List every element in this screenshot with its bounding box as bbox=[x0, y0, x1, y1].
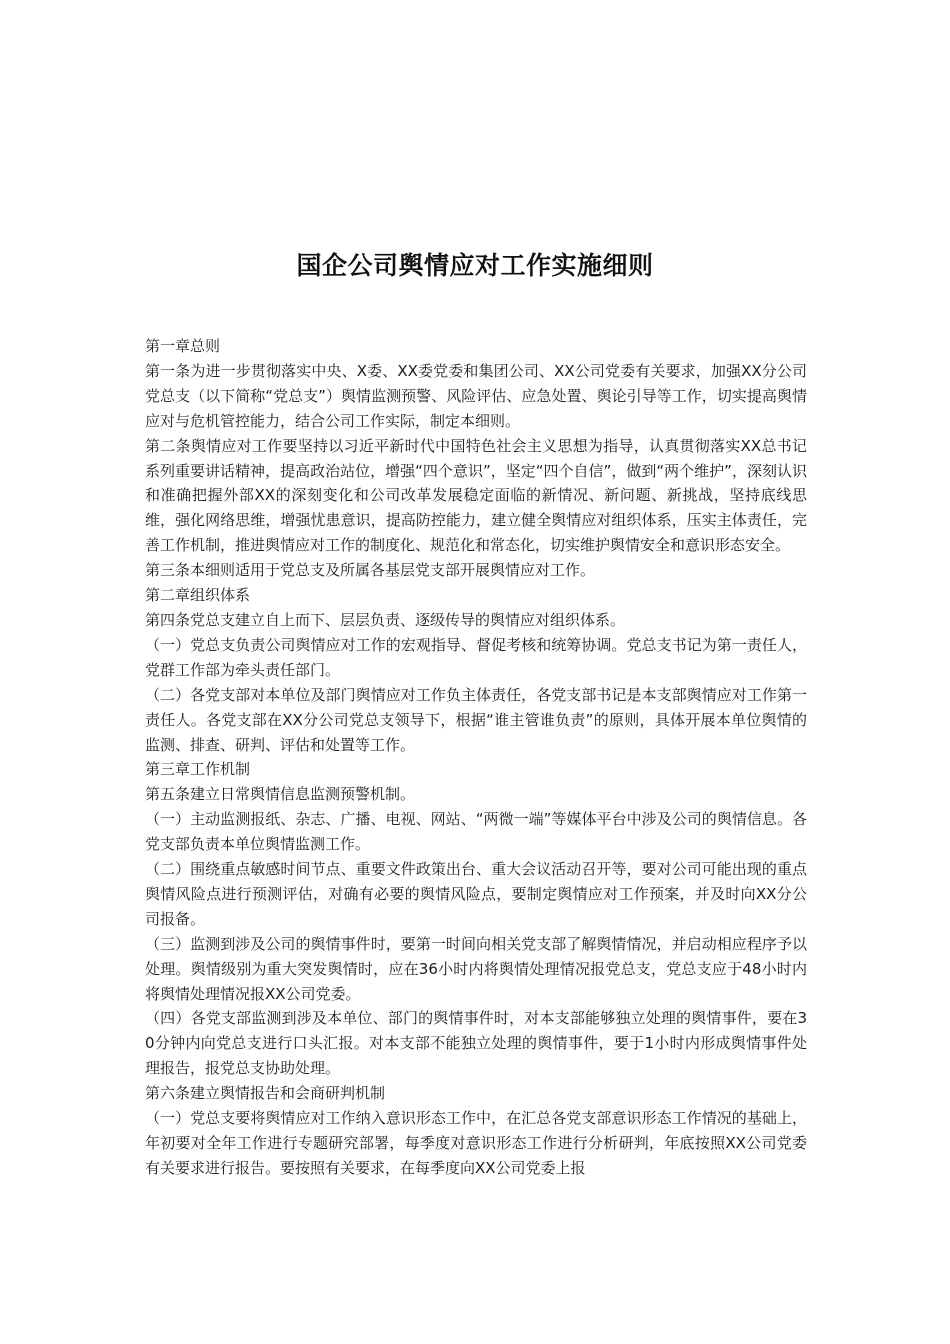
article-paragraph: 第三条本细则适用于党总支及所属各基层党支部开展舆情应对工作。 bbox=[145, 561, 596, 580]
clause-paragraph: （一）主动监测报纸、杂志、广播、电视、网站、“两微一端”等媒体平台中涉及公司的舆情信息。各党支部负责本单位舆情监测工作。 bbox=[145, 810, 807, 854]
chapter-heading: 第一章总则 bbox=[145, 337, 221, 355]
clause-paragraph: （二）围绕重点敏感时间节点、重要文件政策出台、重大会议活动召开等，要对公司可能出现的重点舆情风险点进行预测评估，对确有必要的舆情风险点，要制定舆情应对工作预案，并及时向XX分公司报备。 bbox=[145, 860, 807, 928]
clause-paragraph: （二）各党支部对本单位及部门舆情应对工作负主体责任，各党支部书记是本支部舆情应对工作第一责任人。各党支部在XX分公司党总支领导下，根据“谁主管谁负责”的原则，具体开展本单位舆情的监测、排查、研判、评估和处置等工作。 bbox=[145, 685, 807, 754]
clause-paragraph: （一）党总支要将舆情应对工作纳入意识形态工作中，在汇总各党支部意识形态工作情况的基础上，年初要对全年工作进行专题研究部署，每季度对意识形态工作进行分析研判，年底按照XX公司党委有关要求进行报告。要按照有关要求，在每季度向XX公司党委上报 bbox=[145, 1109, 807, 1177]
clause-paragraph: （三）监测到涉及公司的舆情事件时，要第一时间向相关党支部了解舆情情况，并启动相应程序予以处理。舆情级别为重大突发舆情时，应在36小时内将舆情处理情况报党总支，党总支应于48小时内将舆情处理情况报XX公司党委。 bbox=[145, 934, 807, 1003]
clause-paragraph: （一）党总支负责公司舆情应对工作的宏观指导、督促考核和统筹协调。党总支书记为第一责任人，党群工作部为牵头责任部门。 bbox=[145, 635, 807, 679]
article-paragraph: 第四条党总支建立自上而下、层层负责、逐级传导的舆情应对组织体系。 bbox=[145, 610, 626, 629]
chapter-heading: 第三章工作机制 bbox=[145, 760, 251, 779]
article-paragraph: 第二条舆情应对工作要坚持以习近平新时代中国特色社会主义思想为指导，认真贯彻落实XX总书记系列重要讲话精神，提高政治站位，增强“四个意识”，坚定“四个自信”，做到“两个维护”，深刻认识和准确把握外部XX的深刻变化和公司改革发展稳定面临的新情况、新问题、新挑战，坚持底线思维，强化网络思维，增强忧患意识，提高防控能力，建立健全舆情应对组织体系，压实主体责任，完善工作机制，推进舆情应对工作的制度化、规范化和常态化，切实维护舆情安全和意识形态安全。 bbox=[145, 436, 807, 555]
article-paragraph: 第六条建立舆情报告和会商研判机制 bbox=[145, 1084, 386, 1103]
article-paragraph: 第一条为进一步贯彻落实中央、X委、XX委党委和集团公司、XX公司党委有关要求，加强XX分公司党总支（以下简称“党总支”）舆情监测预警、风险评估、应急处置、舆论引导等工作，切实提高舆情应对与危机管控能力，结合公司工作实际，制定本细则。 bbox=[145, 361, 807, 430]
document-body bbox=[145, 334, 807, 1181]
document-title: 国企公司舆情应对工作实施细则 bbox=[296, 251, 654, 280]
clause-paragraph: （四）各党支部监测到涉及本单位、部门的舆情事件时，对本支部能够独立处理的舆情事件，要在30分钟内向党总支进行口头汇报。对本支部不能独立处理的舆情事件，要于1小时内形成舆情事件处理报告，报党总支协助处理。 bbox=[145, 1009, 807, 1078]
article-paragraph: 第五条建立日常舆情信息监测预警机制。 bbox=[145, 785, 416, 804]
chapter-heading: 第二章组织体系 bbox=[145, 586, 251, 605]
